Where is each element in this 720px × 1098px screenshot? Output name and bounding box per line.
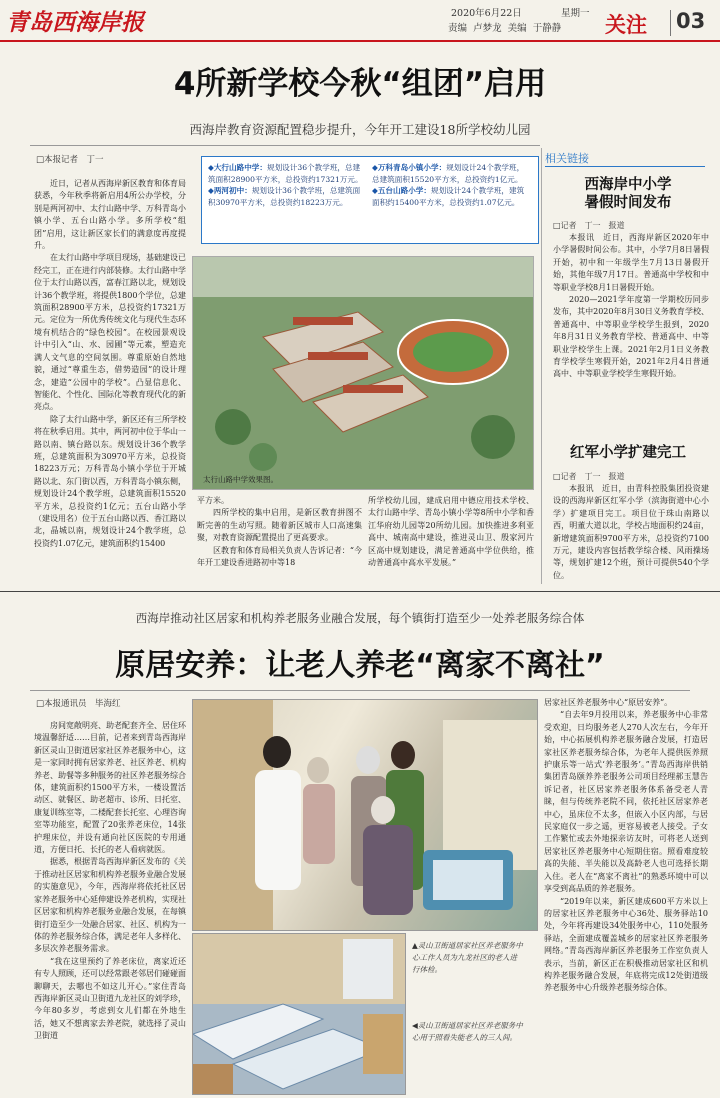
subheadline-schools: 西海岸教育资源配置稳步提升，今年开工建设18所学校幼儿园 bbox=[189, 122, 531, 137]
sidebar-story2-byline: □记者 丁一 报道 bbox=[553, 472, 625, 481]
paragraph: 平方米。 bbox=[197, 496, 229, 505]
title-line: 西海岸中小学 bbox=[584, 177, 672, 193]
rule bbox=[30, 690, 690, 691]
issue-weekday: 星期一 bbox=[561, 8, 590, 19]
sidebar-story2-title: 红军小学扩建完工 bbox=[570, 445, 686, 461]
page-number: 03 bbox=[676, 9, 706, 33]
article-column-3 bbox=[368, 495, 534, 585]
article-column-1 bbox=[34, 178, 186, 586]
sidebar-story1-title bbox=[548, 176, 708, 212]
paragraph: 近日，记者从西海岸新区教育和体育局获悉，今年秋季将新启用4所公办学校，分别是两河初中、太行山路中学、万科青岛小镇小学、五台山路小学。多所学校“组团”启用，这让新区家长们的满意度再度提升。 bbox=[34, 179, 186, 251]
school-rendering-image bbox=[192, 256, 534, 490]
newspaper-logo: 青岛西海岸报 bbox=[6, 9, 144, 36]
photo2-caption: ◀灵山卫街道居家社区养老服务中心用于照看失能老人的三人间。 bbox=[412, 1021, 523, 1042]
editor-label: 责编 bbox=[448, 23, 468, 34]
school-info-box bbox=[201, 156, 539, 244]
paragraph: 本报讯 近日，由青科控股集团投资建设的西海岸新区红军小学（滨海街道中心小学）扩建项目完工。项目位于珠山南路以西，明董大道以北，学校占地面积约24亩，新增建筑面积9700平方米，总投资约7100万元，建设内容包括教学综合楼、风雨操场等，规划扩建12个班，预计可提供540个学位。 bbox=[553, 484, 709, 580]
header-divider bbox=[670, 10, 671, 36]
elderly-column-1 bbox=[34, 720, 186, 1092]
info-item: ◆万科青岛小镇小学：规划设计24个教学班，总建筑面积15520平方米，总投资约1亿元。 bbox=[372, 163, 525, 184]
info-item: ◆五台山路小学：规划设计24个教学班，建筑面积约15400平方米，总投资约1.07亿元。 bbox=[372, 186, 525, 207]
headline-schools: 4所新学校今秋“组团”启用 bbox=[173, 66, 547, 102]
paragraph: 居家社区养老服务中心“原居安养”。 bbox=[544, 698, 673, 707]
paragraph: 2020—2021学年度第一学期校历同步发布，其中2020年8月30日义务教育学校、普通高中、中等职业学校学生报到，2020年8月31日义务教育学校、普通高中、中等职业学校学生上课。2021年2月1日义务教育学校学生寒假开始，2021年2月4日普通高中、中等职业学校学生寒假开始。 bbox=[553, 295, 709, 379]
health-check-photo bbox=[192, 699, 538, 931]
school-image-caption: 太行山路中学效果图。 bbox=[203, 475, 278, 484]
elderly-column-3 bbox=[544, 697, 708, 1093]
sidebar-divider bbox=[541, 148, 542, 584]
paragraph: 除了太行山路中学，新区还有三所学校将在秋季启用。其中，两河初中位于华山一路以南、镇台路以东。规划设计36个教学班，总建筑面积为30970平方米，总投资18223万元；万科青岛小镇小学位于开城路以北、东门街以西，万科青岛小镇东侧，规划设计24个教学班，总建筑面积15520平方米，总投资约1亿元；五台山路小学（建设用名）位于五台山路以西、香江路以北，晶城以南，规划设计24个教学班，总投资约1.07亿元，建筑面积约15400 bbox=[34, 414, 186, 548]
paragraph: 房间宽敞明亮、助老配套齐全、居住环境温馨舒适……目前，记者来到青岛西海岸新区灵山卫街道居家社区养老服务中心，这是一家同时拥有居家养老、社区养老、机构养老、助餐等多种服务的社区养老服务综合体，建筑面积约1500平方米，一楼设置活动区、就餐区、助老超市、诊所、日托室、康复训练室等，二楼配套长托室、心理咨询室等功能室，配置了20张养老床位，14张护理床位，并设有通向社区医院的专用通道，方便日托、长托的老人看病就医。 bbox=[34, 721, 186, 855]
sidebar-story1-byline: □记者 丁一 报道 bbox=[553, 221, 625, 230]
paragraph: 本报讯 近日，西海岸新区2020年中小学暑假时间公布。其中，小学7月8日暑假开始，初中和一年级学生7月13日暑假开始，其他年级7月17日。普通高中学校和中等职业学校8月1日暑假开始。 bbox=[553, 233, 709, 292]
photo1-caption: ▲灵山卫街道居家社区养老服务中心工作人员为九龙社区的老人进行体检。 bbox=[412, 941, 523, 974]
section-name: 关注 bbox=[605, 13, 647, 37]
byline-elderly: □本报通讯员 毕海红 bbox=[36, 699, 121, 709]
rule bbox=[30, 145, 540, 146]
health-check-illustration bbox=[193, 700, 537, 930]
info-item: ◆两河初中：规划设计36个教学班，总建筑面积30970平方米，总投资约18223万元。 bbox=[208, 186, 361, 207]
byline-schools: □本报记者 丁一 bbox=[36, 155, 104, 165]
paragraph: 据悉，根据青岛西海岸新区发布的《关于推动社区居家和机构养老服务业融合发展的实施意见》，今年，西海岸将依托社区居家养老服务中心延伸建设养老机构，实现社区居家和机构养老服务业融合发展，在每镇街打造至少一处融合居家、社区、机构为一体的养老服务综合体，满足老年人多样化、多层次养老服务需求。 bbox=[34, 857, 186, 954]
editor-name: 卢梦龙 bbox=[473, 23, 502, 34]
sidebar-story1-text bbox=[553, 232, 709, 404]
paragraph: “2019年以来，新区建成600平方米以上的居家社区养老服务中心36处、服务驿站10处，今年将再建设34处服务中心，110处服务驿站，全面建成覆盖城乡的居家社区养老服务网络。”青岛西海岸新区养老服务工作室负责人表示，当前，新区正在积极推动居家社区和机构养老服务融合发展，年底将完成12处街道级养老服务中心升级养老服务综合体。 bbox=[544, 896, 708, 993]
section-rule bbox=[0, 591, 720, 592]
paragraph: 区教育和体育局相关负责人告诉记者：“今年开工建设香进路初中等18 bbox=[197, 545, 362, 568]
issue-date: 2020年6月22日 bbox=[451, 8, 522, 19]
article-column-2 bbox=[197, 495, 362, 585]
designer-name: 于静静 bbox=[532, 23, 562, 34]
care-room-photo bbox=[192, 933, 406, 1095]
school-rendering-illustration bbox=[193, 257, 533, 489]
designer-label: 美编 bbox=[507, 23, 527, 34]
kicker-elderly: 西海岸推动社区居家和机构养老服务业融合发展，每个镇街打造至少一处养老服务综合体 bbox=[135, 611, 585, 625]
paragraph: 在太行山路中学项目现场，基础建设已经完工，正在进行内部装修。太行山路中学位于太行山路以西，富春江路以北，规划设计36个教学班，将提供1800个学位，总建筑面积28900平方米，总投资约17321万元。定位为一所优秀传统文化与现代生态环境有机结合的“绿色校园”。在校园景观设计中引入“山、水、园圃”等元素，塑造充满人文气息的空间氛围。尊重原始自然地貌，通过“尊重生态，借势造园”的设计理念，建造“公园中的学校”。凸显信息化、智能化、个性化、国际化等教育现代化的新亮点。 bbox=[34, 253, 186, 412]
care-room-illustration bbox=[193, 934, 405, 1094]
headline-elderly: 原居安养：让老人养老“离家不离社” bbox=[115, 648, 605, 683]
sidebar-story2-text bbox=[553, 483, 709, 583]
paragraph: 四所学校的集中启用，是新区教育拼图不断完善的生动写照。随着新区城市人口高速集聚，对教育资源配置提出了更高要求。 bbox=[197, 508, 362, 543]
rule bbox=[545, 166, 705, 167]
header-rule bbox=[0, 40, 720, 42]
paragraph: “我在这里预约了养老床位，离家近还有专人照顾，还可以经常跟老邻居们碰碰面聊聊天，去哪也不如这儿开心。”家住青岛西海岸新区灵山卫街道九龙社区的刘学珍，今年80多岁，考虑到女儿们都在外地生活，她又不想离家去养老院，就选择了灵山卫街道 bbox=[34, 956, 186, 1041]
info-item: ◆大行山路中学：规划设计36个教学班，总建筑面积28900平方米，总投资约17321万元。 bbox=[208, 163, 363, 184]
title-line: 暑假时间发布 bbox=[584, 195, 672, 211]
paragraph: “自去年9月投用以来，养老服务中心非常受欢迎，日均服务老人270人次左右，今年开始，中心拓展机构养老服务融合发展，打造居家社区养老服务综合体，为老年人提供医养照护康乐等一站式‘养老服务’。”青岛西海岸供销集团青岛颐养养老服务公司项目经理郝玉慧告诉记者，社区居家养老服务体系备受老人青睐，但与传统养老院不同，依托社区居家养老中心，虽床位不太多，但嵌入小区内部，与居民家庭仅一步之遥，更容易被老人接受。子女工作繁忙或去外地探亲访友时，可将老人送到居家社区养老服务中心短期住宿。照看难度较高的失能、半失能以及高龄老人也可选择长期入住。老人在“离家不离社”的熟悉环境中可以享受到高品质的养老服务。 bbox=[544, 710, 708, 894]
paragraph: 所学校幼儿园，建成启用中德应用技术学校、太行山路中学、青岛小镇小学等8所中小学和香江华府幼儿园等20所幼儿园。加快推进多利亚高中、城南高中建设，推进灵山卫、殷家河片区高中规划建设，满足普通高中学位供给，推动普通高中高水平发展。” bbox=[368, 496, 534, 568]
related-links-tag: 相关链接 bbox=[545, 152, 589, 165]
